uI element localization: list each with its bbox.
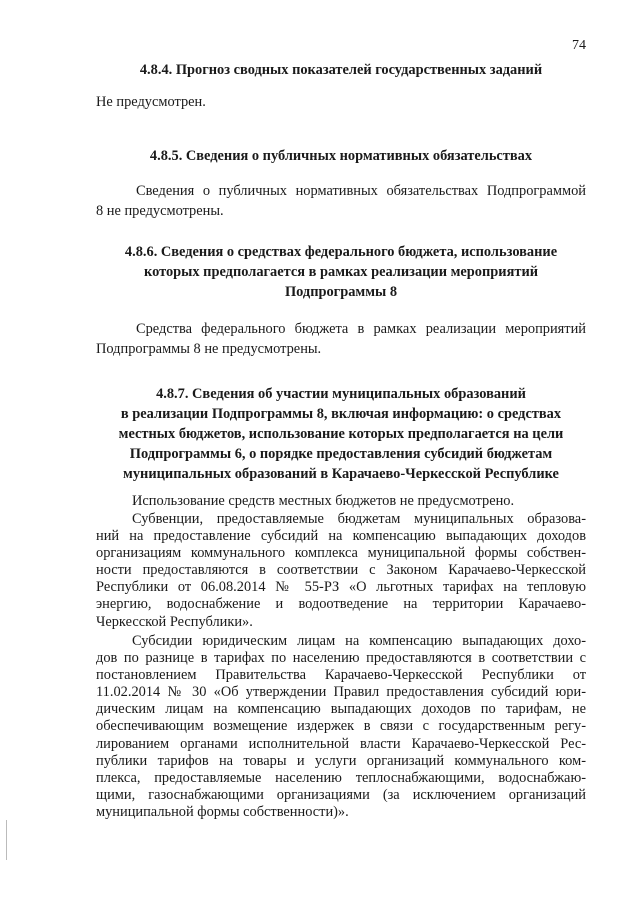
body-line: ности предоставляются в соответствии с Законом Карачаево-Черкесской [96,562,586,579]
body-line: Средства федерального бюджета в рамках реализации мероприятий [136,321,586,337]
section-heading-4-8-6 [96,242,586,302]
heading-line: которых предполагается в рамках реализации мероприятий [143,264,539,280]
heading-line: в реализации Подпрограммы 8, включая информацию: о средствах [120,406,562,422]
section-body-4-8-5 [96,181,586,221]
section-paragraph-3-4-8-7 [96,633,586,821]
section-body-4-8-6 [96,319,586,359]
section-heading-4-8-4: 4.8.4. Прогноз сводных показателей государственных заданий [139,62,543,78]
section-heading-4-8-7 [96,384,586,484]
heading-line: Подпрограммы 8 [284,284,398,300]
section-paragraph-2-4-8-7 [96,511,586,631]
body-line: Сведения о публичных нормативных обязательствах Подпрограммой [136,183,586,199]
body-line: Черкесской Республики». [96,613,253,630]
section-paragraph-1-4-8-7: Использование средств местных бюджетов не предусмотрено. [132,493,515,509]
heading-line: местных бюджетов, использование которых предполагается на цели [118,426,564,442]
heading-line: 4.8.7. Сведения об участии муниципальных образований [156,386,526,402]
body-line: Подпрограммы 8 не предусмотрены. [96,341,322,358]
heading-line: муниципальных образований в Карачаево-Черкесской Республике [123,466,559,482]
body-line: 8 не предусмотрены. [96,203,224,220]
page-number: 74 [572,38,586,53]
left-margin-mark [6,820,7,860]
body-line: плекса, предоставляемые населению теплоснабжающими, водоснабжаю- [96,769,586,786]
heading-line: 4.8.6. Сведения о средствах федерального бюджета, использование [124,244,558,260]
body-line: обеспечивающим возмещение издержек в связи с государственным регу- [96,718,586,735]
body-line: дическим лицам на компенсацию выпадающих доходов по тарифам, не [96,701,586,718]
body-line: Субвенции, предоставляемые бюджетам муниципальных образова- [132,511,586,527]
body-line: лированием органами исполнительной власти Карачаево-Черкесской Рес- [96,735,586,752]
section-body-4-8-4: Не предусмотрен. [96,94,206,110]
body-line: Республики от 06.08.2014 № 55-РЗ «О льготных тарифах на тепловую [96,579,586,596]
heading-line: Подпрограммы 6, о порядке предоставления субсидий бюджетам [129,446,553,462]
section-heading-4-8-5: 4.8.5. Сведения о публичных нормативных обязательствах [149,148,533,164]
body-line: дов по разнице в тарифах по населению предоставляются в соответствии с [96,650,586,667]
body-line: щими, газоснабжающими организациями (за исключением организаций [96,786,586,803]
body-line: муниципальной формы собственности)». [96,803,349,820]
body-line: публики тарифов на товары и услуги организаций коммунального ком- [96,752,586,769]
body-line: энергию, водоснабжение и водоотведение на территории Карачаево- [96,596,586,613]
body-line: 11.02.2014 № 30 «Об утверждении Правил предоставления субсидий юри- [96,684,586,701]
body-line: организациям коммунального комплекса муниципальной формы собствен- [96,545,586,562]
body-line: постановлением Правительства Карачаево-Черкесской Республики от [96,667,586,684]
body-line: Субсидии юридическим лицам на компенсацию выпадающих дохо- [132,633,586,649]
body-line: ний на предоставление субсидий на компенсацию выпадающих доходов [96,528,586,545]
